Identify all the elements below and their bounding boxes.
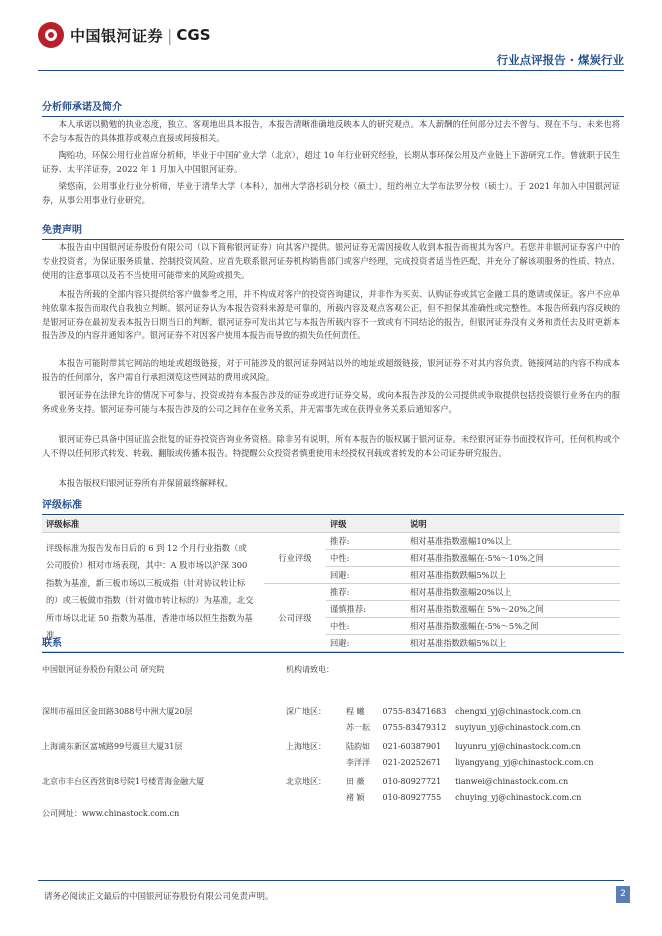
address-shenzhen: 深圳市福田区金田路3088号中洲大厦20层 <box>42 707 193 716</box>
address-beijing: 北京市丰台区西营街8号院1号楼青海金融大厦 <box>42 777 205 786</box>
rating-name: 回避: <box>326 635 406 652</box>
disclaimer-paragraph-6: 本报告版权归银河证券所有并保留最终解释权。 <box>58 478 233 488</box>
contact-email[interactable]: liyangyang_yj@chinastock.com.cn <box>455 758 594 767</box>
disclaimer-paragraph-4: 银河证券在法律允许的情况下可参与、投资或持有本报告涉及的证券或进行证券交易，或向本报告涉及的公司提供或争取提供包括投资银行业务在内的服务或业务支持。银河证券可能与本报告涉及的公司之间存在业务关系，并无需事先或在获得业务关系后通知客户。 <box>42 390 620 414</box>
table-row <box>42 533 620 550</box>
contact-phone: 010-80927755 <box>382 793 442 802</box>
region-beijing: 北京地区： <box>286 777 326 786</box>
rating-desc: 相对基准指数涨幅在 5%～20%之间 <box>406 601 620 618</box>
region-shanghai: 上海地区： <box>286 742 326 751</box>
rating-table-header <box>42 516 620 533</box>
rating-name: 推荐: <box>326 584 406 601</box>
contact-row <box>346 722 626 733</box>
logo-separator: | <box>167 25 173 45</box>
disclaimer-paragraph-1: 本报告由中国银河证券股份有限公司（以下简称银河证券）向其客户提供。银河证券无需因接收人收到本报告而视其为客户。若您并非银河证券客户中的专业投资者，为保证服务质量、控制投资风险、应首先联系银河证券机构销售部门或客户经理，完成投资者适当性匹配，并充分了解该项服务的性质、特点、使用的注意事项以及若不当使用可能带来的风险或损失。 <box>42 242 620 280</box>
contact-email[interactable]: suyiyun_yj@chinastock.com.cn <box>455 723 581 732</box>
header-divider <box>38 70 624 71</box>
inquiry-label: 机构请致电： <box>286 665 334 674</box>
rating-table <box>42 516 620 652</box>
col-header-rating: 评级 <box>326 516 406 533</box>
disclaimer-paragraph-2: 本报告所载的全部内容只提供给客户做参考之用，并不构成对客户的投资咨询建议，并非作为买卖、认购证券或其它金融工具的邀请或保证。客户不应单纯依靠本报告而取代自我独立判断。银河证券认为本报告资料来源是可靠的，所载内容及观点客观公正，但不担保其准确性或完整性。本报告所载内容反映的是银河证券在最初发表本报告日期当日的判断，银河证券可发出其它与本报告所载内容不一致或有不同结论的报告，但银河证券没有义务和责任去及时更新本报告涉及的内容并通知客户。银河证券不对因客户使用本报告而导致的损失负任何责任。 <box>42 289 620 341</box>
contact-email[interactable]: chuying_yj@chinastock.com.cn <box>455 793 582 802</box>
rating-desc: 相对基准指数跌幅5%以上 <box>406 567 620 584</box>
contact-email[interactable]: luyunru_yj@chinastock.com.cn <box>455 742 581 751</box>
page-number: 2 <box>616 886 630 903</box>
rating-desc: 相对基准指数涨幅在-5%～5%之间 <box>406 618 620 635</box>
contact-name: 田 薇 <box>346 777 365 786</box>
contact-name: 李洋洋 <box>346 758 370 767</box>
analyst-section-title: 分析师承诺及简介 <box>42 98 624 117</box>
contact-row <box>346 757 626 768</box>
logo-text: 中国银河证券 <box>70 26 164 45</box>
contact-row <box>346 776 626 787</box>
industry-rating-label: 行业评级 <box>264 533 326 584</box>
disclaimer-section-title: 免责声明 <box>42 221 624 240</box>
contact-phone: 0755-83479312 <box>382 723 447 732</box>
rating-name: 回避: <box>326 567 406 584</box>
contact-name: 陆韵如 <box>346 742 370 751</box>
contact-row <box>346 792 626 803</box>
rating-desc: 相对基准指数涨幅在-5%～10%之间 <box>406 550 620 567</box>
footer-disclaimer: 请务必阅读正文最后的中国银河证券股份有限公司免责声明。 <box>44 892 274 902</box>
disclaimer-paragraph-3: 本报告可能附带其它网站的地址或超级链接，对于可能涉及的银河证券网站以外的地址或超级链接，银河证券不对其内容负责。链接网站的内容不构成本报告的任何部分，客户需自行承担浏览这些网站的费用或风险。 <box>42 358 620 382</box>
contact-name: 苏一耘 <box>346 723 370 732</box>
company-logo <box>38 20 211 50</box>
analyst-paragraph-2: 陶贻功，环保公用行业首席分析师，毕业于中国矿业大学（北京），超过 10 年行业研究经验，长期从事环保公用及产业链上下游研究工作。曾就职于民生证券、太平洋证券，2022 年 1 月加入中国银河证券。 <box>42 150 620 174</box>
analyst-paragraph-3: 梁悠南，公用事业行业分析师，毕业于清华大学（本科），加州大学洛杉矶分校（硕士），纽约州立大学布法罗分校（硕士）。于 2021 年加入中国银河证券，从事公用事业行业研究。 <box>42 181 620 205</box>
contact-section-title: 联系 <box>42 634 624 653</box>
rating-standard-description: 评级标准为报告发布日后的 6 到 12 个月行业指数（或公司股价）相对市场表现，其中：A 股市场以沪深 300 指数为基准，新三板市场以三板成指（针对协议转让标的）或三板做市指数（针对做市转让标的）为基准，北交所市场以北证 50 指数为基准，香港市场以恒生指数为基准。 <box>42 533 264 652</box>
contact-email[interactable]: tianwei@chinastock.com.cn <box>455 777 569 786</box>
contact-phone: 0755-83471683 <box>382 707 447 716</box>
contact-phone: 021-60387901 <box>382 742 442 751</box>
contact-row <box>346 706 626 717</box>
contact-name: 程 曦 <box>346 707 365 716</box>
col-header-description: 说明 <box>406 516 620 533</box>
contact-name: 褚 颖 <box>346 793 365 802</box>
col-header-standard: 评级标准 <box>42 516 264 533</box>
rating-name: 推荐: <box>326 533 406 550</box>
rating-name: 中性: <box>326 618 406 635</box>
rating-name: 谨慎推荐: <box>326 601 406 618</box>
footer-divider <box>38 880 624 881</box>
galaxy-logo-icon <box>38 22 64 48</box>
address-shanghai: 上海浦东新区富城路99号震旦大厦31层 <box>42 742 183 751</box>
rating-name: 中性: <box>326 550 406 567</box>
contact-phone: 010-80927721 <box>382 777 442 786</box>
rating-section-title: 评级标准 <box>42 496 624 515</box>
rating-desc: 相对基准指数涨幅20%以上 <box>406 584 620 601</box>
rating-desc: 相对基准指数跌幅5%以上 <box>406 635 620 652</box>
company-rating-label: 公司评级 <box>264 584 326 652</box>
logo-cgs: CGS <box>176 26 211 44</box>
report-title: 行业点评报告 · 煤炭行业 <box>496 53 624 67</box>
disclaimer-paragraph-5: 银河证券已具备中国证监会批复的证券投资咨询业务资格。除非另有说明，所有本报告的版权属于银河证券。未经银河证券书面授权许可，任何机构或个人不得以任何形式转发、转载、翻版或传播本报告。特提醒公众投资者慎重使用未经授权刊载或者转发的本公司证券研究报告。 <box>42 434 620 458</box>
contact-email[interactable]: chengxi_yj@chinastock.com.cn <box>455 707 581 716</box>
contact-row <box>346 741 626 752</box>
company-website[interactable]: 公司网址：www.chinastock.com.cn <box>42 809 180 818</box>
contact-phone: 021-20252671 <box>382 758 442 767</box>
rating-desc: 相对基准指数涨幅10%以上 <box>406 533 620 550</box>
research-institute: 中国银河证券股份有限公司 研究院 <box>42 665 165 674</box>
analyst-paragraph-1: 本人承诺以勤勉的执业态度，独立、客观地出具本报告，本报告清晰准确地反映本人的研究观点。本人薪酬的任何部分过去不曾与、现在不与、未来也将不会与本报告的具体推荐或观点直接或间接相关。 <box>42 119 620 143</box>
region-shenzhen: 深广地区： <box>286 707 326 716</box>
